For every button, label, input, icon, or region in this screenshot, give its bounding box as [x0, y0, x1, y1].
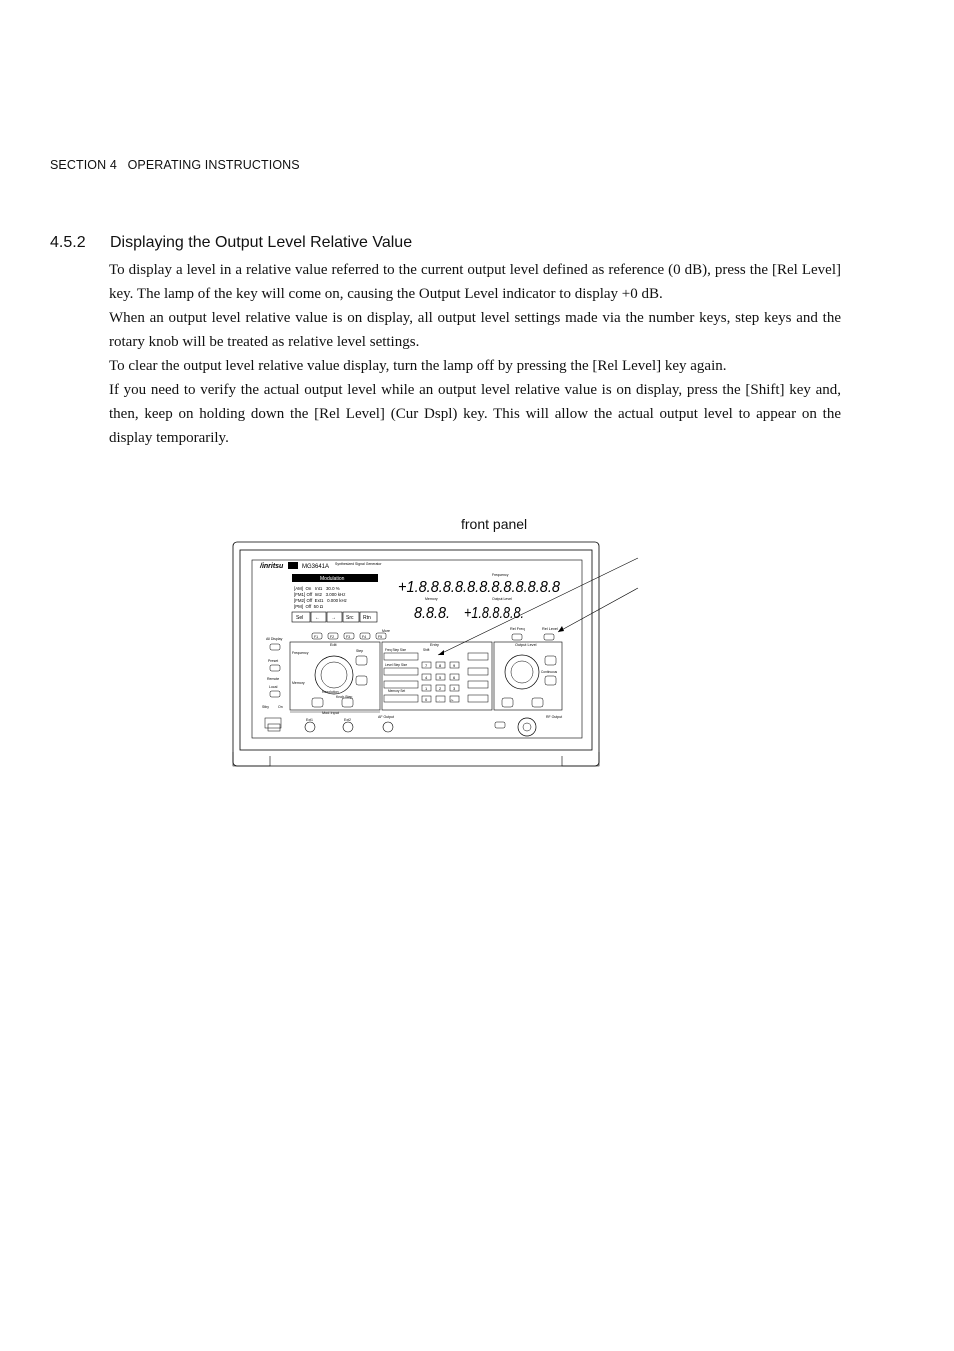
frequency-label: Frequency [492, 573, 509, 577]
edit-label: Edit [330, 643, 337, 647]
rel-level-key[interactable] [544, 634, 554, 640]
modulation-header: Modulation [320, 576, 345, 582]
key-5-label: 5 [439, 675, 442, 680]
resolution-left-key[interactable] [312, 698, 323, 707]
body-text [109, 258, 841, 450]
key-3-label: 3 [453, 686, 456, 691]
unit-key-khz[interactable] [468, 681, 488, 688]
ext2-label: Ext2 [344, 718, 352, 722]
rel-level-label: Rel Level [542, 627, 558, 631]
modulation-key[interactable] [384, 681, 418, 688]
key-dot-label: . [439, 697, 441, 702]
all-display-key[interactable] [270, 644, 280, 650]
knob-step-label: Knob Step [336, 695, 353, 699]
remote-label: Remote [267, 677, 280, 681]
paragraph-4: If you need to verify the actual output level while an output level relative value is on display, press the [Shift] key and, then, keep on holding down the [Rel Level] (Cur Dspl) key. This will allow the actual output level to appear on the display temporarily. [109, 382, 841, 446]
ext1-connector[interactable] [305, 722, 315, 732]
brand-logo: /inritsu [260, 563, 284, 570]
key-7-label: 7 [425, 663, 428, 668]
rotary-knob[interactable] [315, 656, 353, 694]
resolution-label: Resolution [322, 690, 339, 694]
power-switch[interactable] [265, 718, 281, 728]
paragraph-3: To clear the output level relative value display, turn the lamp off by pressing the [Rel Level] key again. [109, 358, 727, 374]
section-number: 4.5.2 [50, 234, 86, 251]
key-1-label: 1 [425, 686, 428, 691]
rf-output-label: RF Output [546, 715, 563, 719]
soft-key-src-label: Src [346, 615, 354, 621]
section-title: Displaying the Output Level Relative Value [110, 234, 413, 251]
af-output-label: AF Output [378, 715, 394, 719]
step-down-key[interactable] [356, 676, 367, 685]
model-subtitle: Synthesized Signal Generator [335, 562, 382, 566]
mod-input-label: Mod Input [322, 711, 339, 715]
key-dot[interactable] [436, 696, 445, 702]
key-sign-label: -/+ [450, 698, 454, 702]
level-readout: +1.8.8.8.8. [464, 605, 524, 622]
frequency-readout: +1.8.8.8.8.8.8.8.8.8.8.8.8 [398, 579, 561, 596]
output-level-label: Output Level [492, 597, 512, 601]
on-label: On [278, 705, 283, 709]
local-label: Local [269, 685, 278, 689]
edit-frequency-label: Frequency [292, 651, 309, 655]
soft-key-left-label: ← [315, 615, 320, 621]
running-head: SECTION 4 OPERATING INSTRUCTIONS [50, 158, 300, 172]
soft-key-right-label: → [331, 615, 336, 621]
paragraph-2: When an output level relative value is on display, all output level settings made via the number keys, step keys and the rotary knob will be treated as relative level settings. [109, 310, 841, 350]
soft-key-sel-label: Sel [296, 615, 304, 621]
continuous-label: Continuous [541, 670, 558, 674]
front-panel-drawing [230, 540, 642, 772]
level-step-size-label: Level Step Size [385, 663, 408, 667]
key-4-label: 4 [425, 675, 428, 680]
memory-set-label: Memory Set [388, 689, 406, 693]
f4-label: F4 [362, 635, 367, 639]
section-heading [50, 234, 412, 252]
key-6-label: 6 [453, 675, 456, 680]
rf-output-key[interactable] [495, 722, 505, 728]
level-resolution-left-key[interactable] [502, 698, 513, 707]
key-0-label: 0 [425, 697, 428, 702]
rel-freq-key[interactable] [512, 634, 522, 640]
more-label: More [382, 629, 390, 633]
key-9-label: 9 [453, 663, 456, 668]
floppy-slot [268, 724, 280, 731]
entry-panel [382, 642, 492, 710]
mod-row-4: [PM] Off 50 Ω [294, 604, 324, 609]
f5-label: F5 [378, 635, 383, 639]
stby-label: Stby [262, 705, 270, 709]
soft-key-rtn-label: Rtn [363, 615, 371, 621]
resolution-right-key[interactable] [342, 698, 353, 707]
rf-output-connector-inner [523, 723, 531, 731]
rotary-knob-inner [321, 662, 347, 688]
output-level-panel-label: Output Level [515, 643, 537, 647]
f2-label: F2 [330, 635, 335, 639]
rf-output-connector[interactable] [518, 718, 536, 736]
figure-caption: front panel [461, 516, 528, 532]
key-8-label: 8 [439, 663, 442, 668]
function-keys [312, 633, 386, 639]
output-level-knob-inner [511, 661, 533, 683]
level-key[interactable] [384, 668, 418, 675]
level-resolution-right-key[interactable] [532, 698, 543, 707]
f1-label: F1 [314, 635, 319, 639]
level-step-up-key[interactable] [545, 656, 556, 665]
preset-label: Preset [268, 659, 279, 663]
unit-key-ghz[interactable] [468, 653, 488, 660]
shift-label: Shift [423, 648, 430, 652]
mod-row-2: [FM1] Off Int2 3.000 kHz [294, 592, 346, 597]
unit-key-mhz[interactable] [468, 668, 488, 675]
af-output-connector[interactable] [383, 722, 393, 732]
model-name: MG3641A [302, 564, 330, 570]
local-key[interactable] [270, 691, 280, 697]
rel-freq-label: Rel Freq [510, 627, 525, 631]
number-keypad [422, 662, 459, 702]
mod-row-1: [AM] On Int1 30.0 % [294, 586, 340, 591]
frequency-key[interactable] [384, 653, 418, 660]
output-level-knob[interactable] [505, 655, 539, 689]
key-2-label: 2 [439, 686, 442, 691]
memory-key[interactable] [384, 695, 418, 702]
soft-keys [292, 612, 377, 622]
f3-label: F3 [346, 635, 351, 639]
level-step-down-key[interactable] [545, 676, 556, 685]
memory-label: Memory [425, 597, 438, 601]
step-up-key[interactable] [356, 656, 367, 665]
freq-step-size-label: Freq Step Size [385, 648, 407, 652]
all-display-label: All Display [266, 637, 283, 641]
edit-step-label: Step [356, 649, 364, 653]
ext2-connector[interactable] [343, 722, 353, 732]
mod-row-3: [FM2] Off Ext1 0.000 kHz [294, 598, 347, 603]
memory-readout: 8.8.8. [414, 605, 450, 622]
ext1-label: Ext1 [306, 718, 314, 722]
entry-label: Entry [430, 643, 439, 647]
paragraph-1: To display a level in a relative value referred to the current output level defined as reference (0 dB), press the [Rel Level] key. The lamp of the key will come on, causing the Output Level indicator to display +0 dB. [109, 262, 841, 302]
edit-memory-label: Memory [292, 681, 305, 685]
preset-key[interactable] [270, 665, 280, 671]
unit-key-hz[interactable] [468, 695, 488, 702]
